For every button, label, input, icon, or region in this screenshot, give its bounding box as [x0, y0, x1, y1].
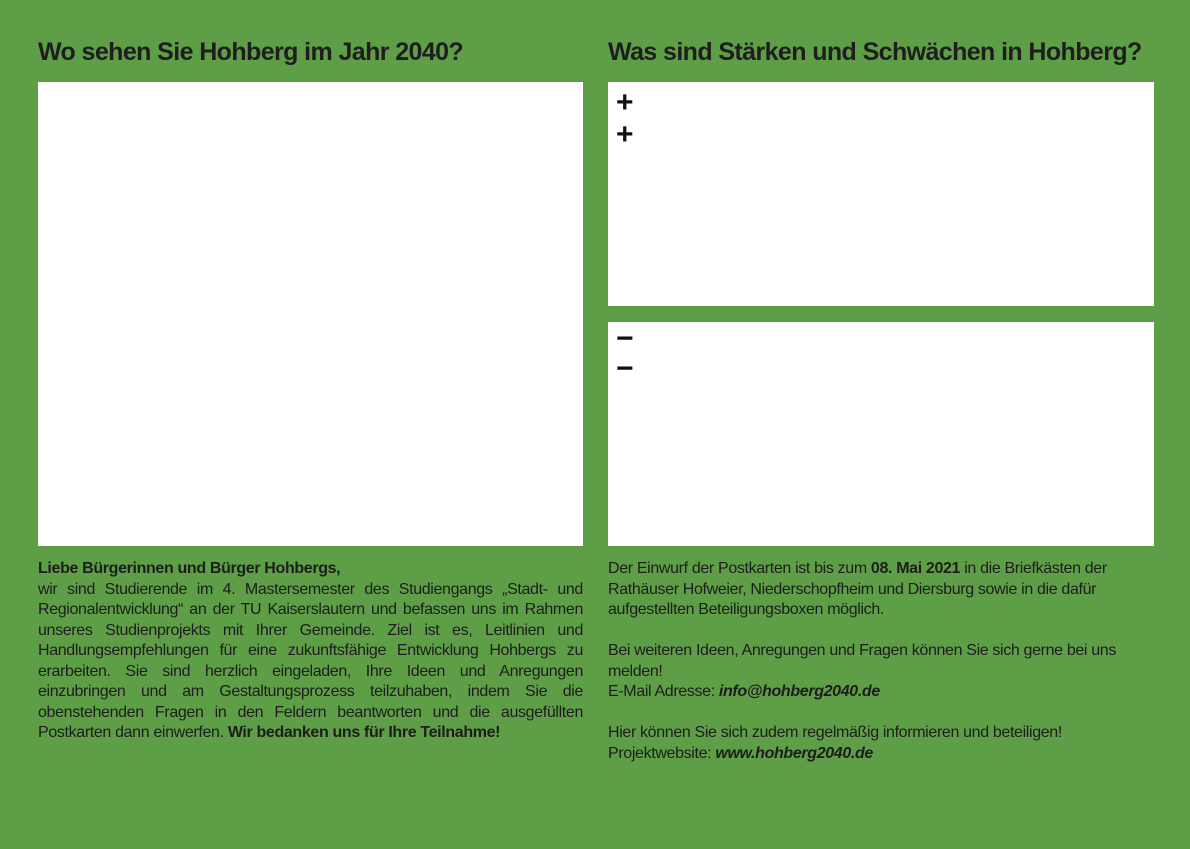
- email-label: E-Mail Adresse:: [608, 683, 715, 700]
- letter-to-citizens: [38, 559, 583, 744]
- strengths-answer-field[interactable]: [608, 82, 1154, 306]
- website-text: Hier können Sie sich zudem regelmäßig informieren und beteiligen!: [608, 724, 1062, 741]
- website-link[interactable]: www.hohberg2040.de: [715, 744, 873, 762]
- vision-question-heading: Wo sehen Sie Hohberg im Jahr 2040?: [38, 38, 464, 66]
- letter-greeting: Liebe Bürgerinnen und Bürger Hohbergs,: [38, 560, 341, 577]
- email-link[interactable]: info@hohberg2040.de: [718, 683, 880, 700]
- plus-icon: +: [616, 86, 634, 119]
- strengths-weaknesses-heading: Was sind Stärken und Schwächen in Hohberg?: [608, 38, 1142, 66]
- letter-thanks: Wir bedanken uns für Ihre Teilnahme!: [227, 724, 501, 741]
- participation-info: [608, 559, 1160, 764]
- letter-body: wir sind Studierende im 4. Mastersemester des Studiengangs „Stadt- und Regionalentwicklung“ an der TU Kaiserslautern und befassen uns im Rahmen unseres Studienprojekts mit Ihrer Gemeinde. Ziel ist es, Leitlinien und Handlungsempfehlungen für eine zukunftsfähige Entwicklung Hohbergs zu erarbeiten. Sie sind herzlich eingeladen, Ihre Ideen und Anregungen einzubringen und am Gestaltungsprozess teilzuhaben, indem Sie die obenstehenden Fragen in den Feldern beantworten und die ausgefüllten Postkarten dann einwerfen.: [38, 580, 583, 741]
- vision-answer-field[interactable]: [38, 82, 583, 546]
- deadline-locations: in die Briefkästen der Rathäuser Hofweier, Niederschopfheim und Diersburg sowie in die dafür aufgestellten Beteiligungsboxen möglich.: [608, 560, 1107, 618]
- minus-icon: −: [616, 352, 634, 385]
- contact-text: Bei weiteren Ideen, Anregungen und Fragen können Sie sich gerne bei uns melden!: [608, 642, 1116, 680]
- deadline-text: Der Einwurf der Postkarten ist bis zum: [608, 560, 867, 577]
- weaknesses-answer-field[interactable]: [608, 322, 1154, 546]
- deadline-date: 08. Mai 2021: [870, 560, 961, 577]
- minus-icon: −: [616, 322, 634, 355]
- plus-icon: +: [616, 118, 634, 151]
- website-label: Projektwebsite:: [608, 744, 712, 762]
